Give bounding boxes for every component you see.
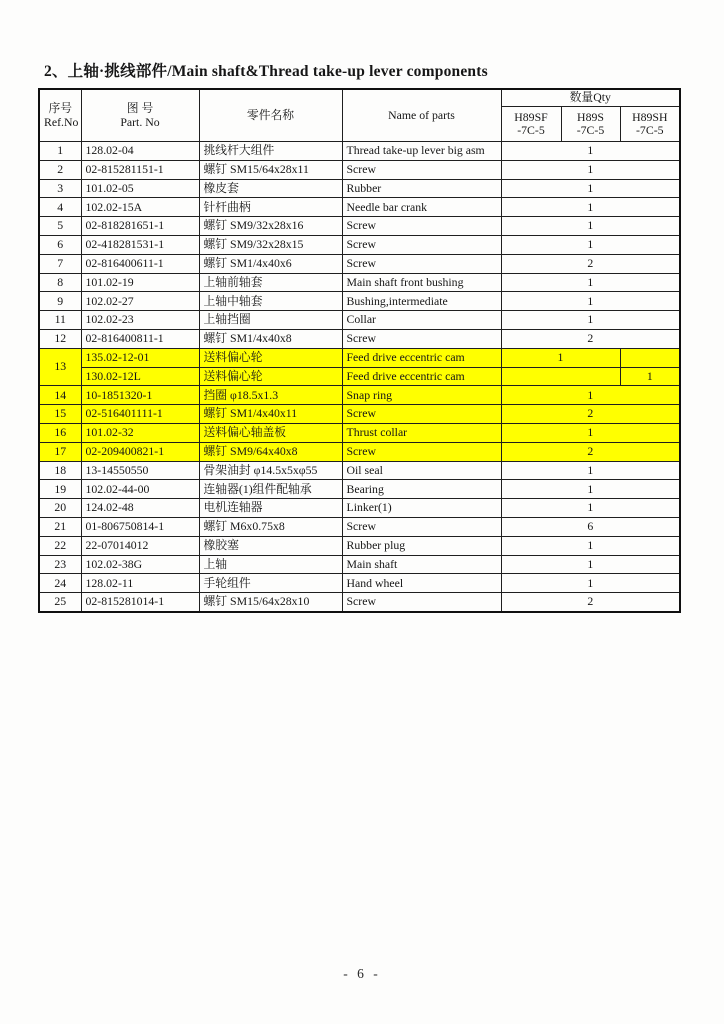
qty-cell: 1: [501, 160, 680, 179]
column-header-ref-no: [39, 89, 81, 142]
model-suffix: -7C-5: [517, 123, 545, 137]
ref-no-cell: 19: [39, 480, 81, 499]
part-name-en-cell: Bushing,intermediate: [342, 292, 501, 311]
part-no-cell: 102.02-27: [81, 292, 199, 311]
part-name-cn-cell: 螺钉 SM9/32x28x15: [199, 235, 342, 254]
part-name-en-cell: Snap ring: [342, 386, 501, 405]
part-no-cell: 128.02-04: [81, 142, 199, 161]
part-name-cn-cell: 螺钉 SM15/64x28x10: [199, 593, 342, 612]
qty-cell: 1: [501, 235, 680, 254]
model-name: H89SF: [514, 109, 548, 124]
part-no-cell: 102.02-38G: [81, 555, 199, 574]
column-header-part-no-cn: 图 号: [126, 101, 154, 116]
part-no-cell: 130.02-12L: [81, 367, 199, 386]
section-title: 2、上轴·挑线部件/Main shaft&Thread take-up lever components: [44, 63, 488, 80]
part-name-en-cell: Linker(1): [342, 499, 501, 518]
part-name-en-cell: Main shaft front bushing: [342, 273, 501, 292]
table-row: [39, 329, 680, 348]
table-row: [39, 442, 680, 461]
ref-no-cell: 9: [39, 292, 81, 311]
part-name-cn-cell: 上轴挡圈: [199, 311, 342, 330]
part-no-cell: 02-816400811-1: [81, 329, 199, 348]
part-no-cell: 128.02-11: [81, 574, 199, 593]
ref-no-cell: 1: [39, 142, 81, 161]
qty-cell: 1: [501, 179, 680, 198]
part-name-en-cell: Screw: [342, 254, 501, 273]
ref-no-cell: 5: [39, 217, 81, 236]
part-name-cn-cell: 手轮组件: [199, 574, 342, 593]
qty-cell: [620, 348, 680, 367]
ref-no-cell: 7: [39, 254, 81, 273]
column-header-model-h89s: [561, 107, 620, 142]
part-name-en-cell: Screw: [342, 593, 501, 612]
part-no-cell: 02-516401111-1: [81, 405, 199, 424]
qty-cell: 1: [501, 273, 680, 292]
qty-cell: 2: [501, 405, 680, 424]
column-header-part-no-en: Part. No: [120, 114, 160, 129]
part-no-cell: 101.02-05: [81, 179, 199, 198]
ref-no-cell: 11: [39, 311, 81, 330]
qty-cell: 2: [501, 254, 680, 273]
part-name-en-cell: Screw: [342, 442, 501, 461]
table-row: [39, 386, 680, 405]
part-no-cell: 10-1851320-1: [81, 386, 199, 405]
qty-cell: 1: [501, 217, 680, 236]
qty-cell: 1: [501, 536, 680, 555]
part-name-en-cell: Screw: [342, 329, 501, 348]
part-name-en-cell: Oil seal: [342, 461, 501, 480]
column-header-part-no: [81, 89, 199, 142]
qty-cell: 1: [620, 367, 680, 386]
table-row: [39, 348, 680, 367]
part-name-cn-cell: 螺钉 M6x0.75x8: [199, 517, 342, 536]
ref-no-cell: 21: [39, 517, 81, 536]
part-name-cn-cell: 送料偏心轮: [199, 367, 342, 386]
table-row: [39, 423, 680, 442]
part-no-cell: 124.02-48: [81, 499, 199, 518]
part-no-cell: 02-815281014-1: [81, 593, 199, 612]
ref-no-cell: 16: [39, 423, 81, 442]
part-name-cn-cell: 螺钉 SM1/4x40x8: [199, 329, 342, 348]
qty-cell: 1: [501, 348, 620, 367]
table-row: [39, 499, 680, 518]
column-header-model-h89sh: [620, 107, 680, 142]
part-no-cell: 01-806750814-1: [81, 517, 199, 536]
qty-cell: 2: [501, 593, 680, 612]
page-number: - 6 -: [343, 966, 381, 981]
model-suffix: -7C-5: [576, 123, 605, 137]
part-name-cn-cell: 螺钉 SM9/32x28x16: [199, 217, 342, 236]
model-name: H89S: [577, 109, 604, 124]
qty-cell: 1: [501, 480, 680, 499]
ref-no-cell: 22: [39, 536, 81, 555]
table-row: [39, 367, 680, 386]
table-row: [39, 461, 680, 480]
qty-cell: 2: [501, 442, 680, 461]
column-header-model-h89sf: [501, 107, 561, 142]
part-no-cell: 102.02-23: [81, 311, 199, 330]
column-header-name-en: Name of parts: [342, 89, 501, 142]
table-row: [39, 574, 680, 593]
table-row: [39, 217, 680, 236]
part-no-cell: 101.02-32: [81, 423, 199, 442]
ref-no-cell: 12: [39, 329, 81, 348]
ref-no-cell: 17: [39, 442, 81, 461]
parts-table-header: [39, 89, 680, 142]
part-no-cell: 02-818281651-1: [81, 217, 199, 236]
qty-cell: 1: [501, 142, 680, 161]
column-header-ref-no-en: Ref.No: [44, 114, 79, 129]
part-name-en-cell: Thrust collar: [342, 423, 501, 442]
part-name-en-cell: Screw: [342, 160, 501, 179]
part-no-cell: 13-14550550: [81, 461, 199, 480]
part-name-cn-cell: 上轴: [199, 555, 342, 574]
part-no-cell: 101.02-19: [81, 273, 199, 292]
ref-no-cell: 20: [39, 499, 81, 518]
part-name-en-cell: Screw: [342, 405, 501, 424]
ref-no-cell: 6: [39, 235, 81, 254]
qty-cell: 6: [501, 517, 680, 536]
part-name-cn-cell: 送料偏心轮: [199, 348, 342, 367]
table-row: [39, 273, 680, 292]
part-name-cn-cell: 挑线杆大组件: [199, 142, 342, 161]
qty-cell: 1: [501, 386, 680, 405]
part-no-cell: 02-815281151-1: [81, 160, 199, 179]
table-row: [39, 160, 680, 179]
part-name-en-cell: Feed drive eccentric cam: [342, 367, 501, 386]
part-name-cn-cell: 上轴中轴套: [199, 292, 342, 311]
part-no-cell: 02-816400611-1: [81, 254, 199, 273]
part-no-cell: 22-07014012: [81, 536, 199, 555]
ref-no-cell: 2: [39, 160, 81, 179]
table-row: [39, 292, 680, 311]
part-no-cell: 135.02-12-01: [81, 348, 199, 367]
part-name-cn-cell: 橡皮套: [199, 179, 342, 198]
part-name-cn-cell: 针杆曲柄: [199, 198, 342, 217]
qty-cell: 1: [501, 574, 680, 593]
table-row: [39, 235, 680, 254]
qty-cell: 1: [501, 555, 680, 574]
column-header-qty: 数量Qty: [501, 89, 680, 107]
part-name-en-cell: Screw: [342, 235, 501, 254]
column-header-ref-no-cn: 序号: [48, 101, 73, 116]
part-no-cell: 02-418281531-1: [81, 235, 199, 254]
table-row: [39, 142, 680, 161]
ref-no-cell: 23: [39, 555, 81, 574]
part-name-en-cell: Hand wheel: [342, 574, 501, 593]
qty-cell: [501, 367, 620, 386]
parts-table: [38, 88, 681, 613]
table-row: [39, 254, 680, 273]
table-row: [39, 311, 680, 330]
part-name-en-cell: Rubber: [342, 179, 501, 198]
part-no-cell: 02-209400821-1: [81, 442, 199, 461]
model-suffix: -7C-5: [636, 123, 664, 137]
part-name-en-cell: Screw: [342, 517, 501, 536]
header-row-top: [39, 89, 680, 107]
part-name-cn-cell: 上轴前轴套: [199, 273, 342, 292]
part-name-cn-cell: 送料偏心轴盖板: [199, 423, 342, 442]
table-row: [39, 593, 680, 612]
part-name-en-cell: Screw: [342, 217, 501, 236]
qty-cell: 1: [501, 311, 680, 330]
table-row: [39, 555, 680, 574]
table-row: [39, 405, 680, 424]
table-row: [39, 536, 680, 555]
part-name-en-cell: Rubber plug: [342, 536, 501, 555]
qty-cell: 1: [501, 499, 680, 518]
part-name-cn-cell: 连轴器(1)组件配轴承: [199, 480, 342, 499]
part-name-cn-cell: 螺钉 SM15/64x28x11: [199, 160, 342, 179]
ref-no-cell: 14: [39, 386, 81, 405]
part-name-en-cell: Collar: [342, 311, 501, 330]
ref-no-cell: 13: [39, 348, 81, 386]
column-header-name-cn: 零件名称: [199, 89, 342, 142]
parts-table-body: [39, 142, 680, 612]
qty-cell: 1: [501, 198, 680, 217]
part-name-cn-cell: 电机连轴器: [199, 499, 342, 518]
qty-cell: 2: [501, 329, 680, 348]
qty-cell: 1: [501, 423, 680, 442]
part-name-en-cell: Bearing: [342, 480, 501, 499]
ref-no-cell: 3: [39, 179, 81, 198]
part-name-cn-cell: 螺钉 SM1/4x40x6: [199, 254, 342, 273]
table-row: [39, 517, 680, 536]
part-name-cn-cell: 螺钉 SM1/4x40x11: [199, 405, 342, 424]
part-name-en-cell: Thread take-up lever big asm: [342, 142, 501, 161]
part-name-cn-cell: 骨架油封 φ14.5x5xφ55: [199, 461, 342, 480]
part-name-en-cell: Main shaft: [342, 555, 501, 574]
table-row: [39, 480, 680, 499]
table-row: [39, 198, 680, 217]
ref-no-cell: 18: [39, 461, 81, 480]
ref-no-cell: 8: [39, 273, 81, 292]
part-name-en-cell: Feed drive eccentric cam: [342, 348, 501, 367]
ref-no-cell: 4: [39, 198, 81, 217]
model-name: H89SH: [632, 109, 668, 124]
table-row: [39, 179, 680, 198]
part-name-cn-cell: 螺钉 SM9/64x40x8: [199, 442, 342, 461]
part-name-cn-cell: 挡圈 φ18.5x1.3: [199, 386, 342, 405]
part-no-cell: 102.02-44-00: [81, 480, 199, 499]
part-name-cn-cell: 橡胶塞: [199, 536, 342, 555]
ref-no-cell: 24: [39, 574, 81, 593]
qty-cell: 1: [501, 292, 680, 311]
qty-cell: 1: [501, 461, 680, 480]
part-name-en-cell: Needle bar crank: [342, 198, 501, 217]
ref-no-cell: 15: [39, 405, 81, 424]
ref-no-cell: 25: [39, 593, 81, 612]
part-no-cell: 102.02-15A: [81, 198, 199, 217]
